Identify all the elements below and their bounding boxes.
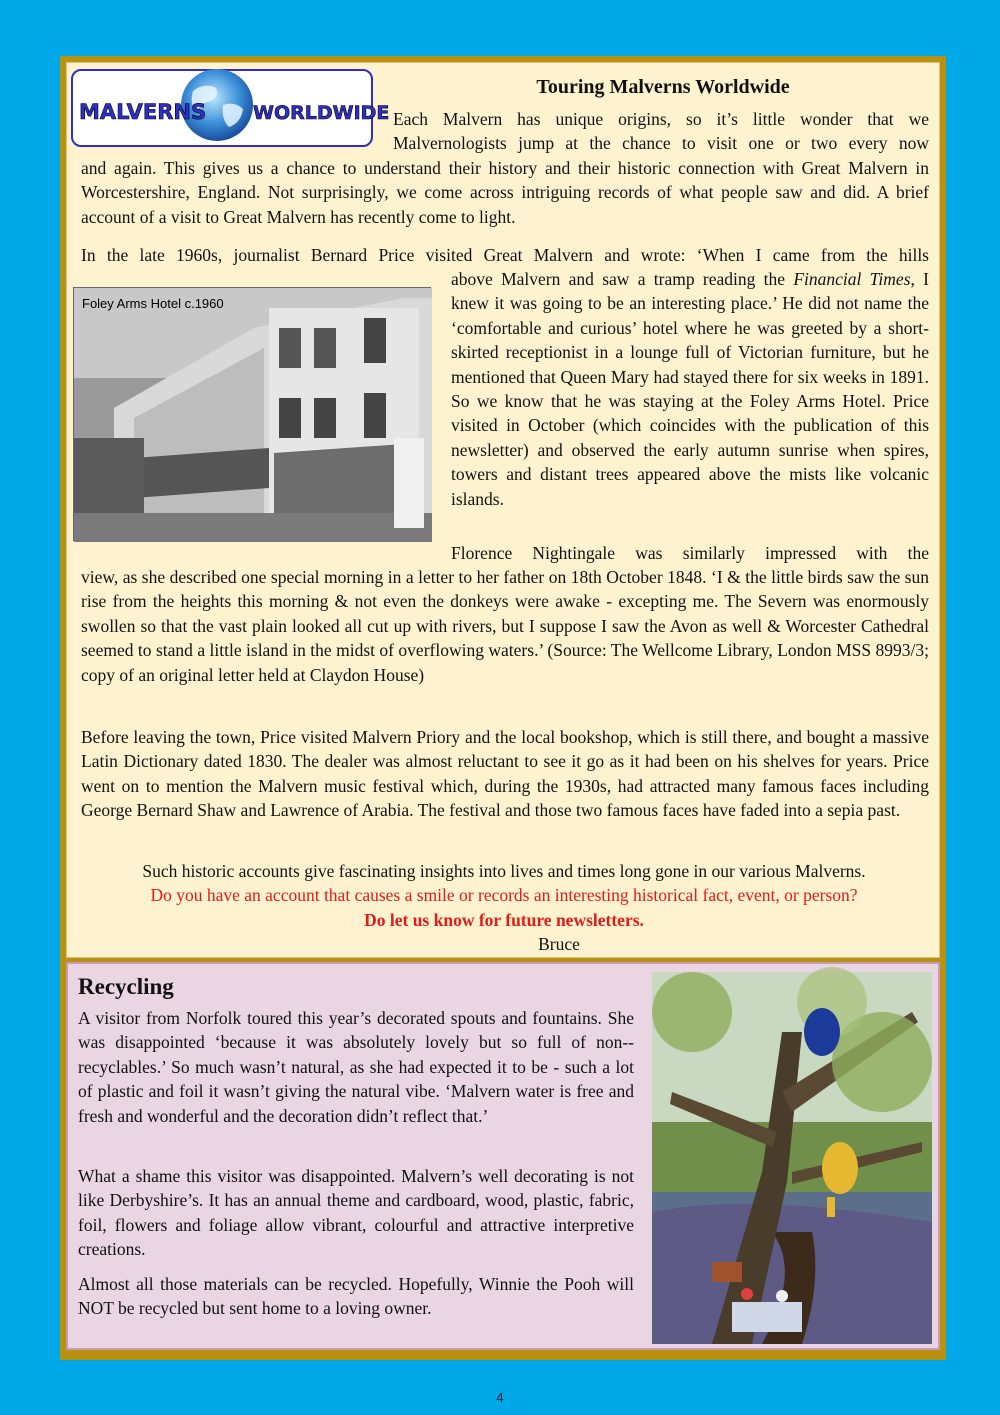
page-frame — [60, 56, 946, 1360]
bookshop-paragraph: Before leaving the town, Price visited Malvern Priory and the local bookshop, which is still there, and bought a massive Latin Dictionary dated 1830. The dealer was almost reluctant to see it go as it had been on his shelves for years. Price went on to mention the Malvern music festival which, during the 1930s, had attracted many famous faces including George Bernard Shaw and Lawrence of Arabia. The festival and those two famous faces have faded into a sepia past. — [81, 727, 929, 821]
recycling-paragraph-3: Almost all those materials can be recycled. Hopefully, Winnie the Pooh will NOT be recycled but sent home to a loving owner. — [78, 1274, 634, 1319]
winnie-the-pooh-tree-photo — [652, 972, 932, 1344]
price-paragraph-side: above Malvern and saw a tramp reading the Financial Times, I knew it was going to be an interesting place.’ He did not name the ‘comfortable and curious’ hotel where he was greeted by a short-skirted receptionist in a lounge full of Victorian furniture, but he mentioned that Queen Mary had stayed there for six weeks in 1891. So we know that he was staying at the Foley Arms Hotel. Price visited in October (which coincides with the publication of this newsletter) and observed the early autumn sunrise when spires, towers and distant trees appeared above the mists like volcanic islands. — [451, 269, 930, 509]
page-number: 4 — [496, 1390, 504, 1405]
foley-arms-hotel-photo — [73, 287, 431, 541]
blue-balloon — [804, 1008, 840, 1056]
nightingale-first-line: Florence Nightingale was similarly impressed with the — [451, 543, 929, 563]
malverns-worldwide-logo — [71, 69, 390, 147]
pooh-figure — [822, 1142, 858, 1194]
recycling-title: Recycling — [78, 974, 174, 999]
closing-line: Such historic accounts give fascinating insights into lives and times long gone in our various Malverns. — [142, 861, 866, 881]
touring-article — [66, 62, 940, 958]
recycling-paragraph-1: A visitor from Norfolk toured this year’s decorated spouts and fountains. She was disappointed ‘because it was absolutely lovely but so full of non--recyclables.’ So much wasn’t natural, as she had expected it to be - such a lot of plastic and foil it wasn’t giving the natural vibe. ‘Malvern water is free and fresh and wonderful and the decoration didn’t reflect that.’ — [78, 1008, 634, 1126]
recycling-paragraph-2: What a shame this visitor was disappointed. Malvern’s well decorating is not like Derbyshire’s. It has an annual theme and cardboard, wood, plastic, fabric, foil, flowers and foliage allow vibrant, colourful and attractive interpretive creations. — [78, 1166, 634, 1260]
question-line: Do you have an account that causes a smile or records an interesting historical fact, event, or person? — [150, 885, 858, 905]
logo-right-text: WORLDWIDE — [253, 102, 390, 124]
price-paragraph-first-line: In the late 1960s, journalist Bernard Price visited Great Malvern and wrote: ‘When I came from the hills — [81, 245, 929, 265]
signature: Bruce — [538, 934, 580, 954]
recycling-article — [66, 962, 940, 1350]
article-title: Touring Malverns Worldwide — [536, 76, 790, 98]
intro-paragraph: and again. This gives us a chance to understand their history and their historic connection with Great Malvern in Worcestershire, England. Not surprisingly, we come across intriguing records of what people saw and did. A brief account of a visit to Great Malvern has recently come to light. — [81, 158, 929, 227]
intro-line-2: Malvernologists jump at the chance to visit one or two every now — [393, 133, 929, 153]
call-to-action: Do let us know for future newsletters. — [364, 910, 644, 930]
intro-line-1: Each Malvern has unique origins, so it’s little wonder that we — [393, 109, 929, 129]
nightingale-paragraph: view, as she described one special morning in a letter to her father on 18th October 1848. ‘I & the little birds saw the sun rise from the heights this morning & not even the donkeys were awake - excepting me. The Severn was enormously swollen so that the vast plain looked all cut up with rivers, but I suppose I saw the Avon as well & Worcester Cathedral seemed to stand a little island in the midst of overflowing waters.’ (Source: The Wellcome Library, London MSS 8993/3; copy of an original letter held at Claydon House) — [81, 567, 929, 685]
photo-caption: Foley Arms Hotel c.1960 — [82, 296, 224, 311]
logo-left-text: MALVERNS — [79, 100, 207, 124]
